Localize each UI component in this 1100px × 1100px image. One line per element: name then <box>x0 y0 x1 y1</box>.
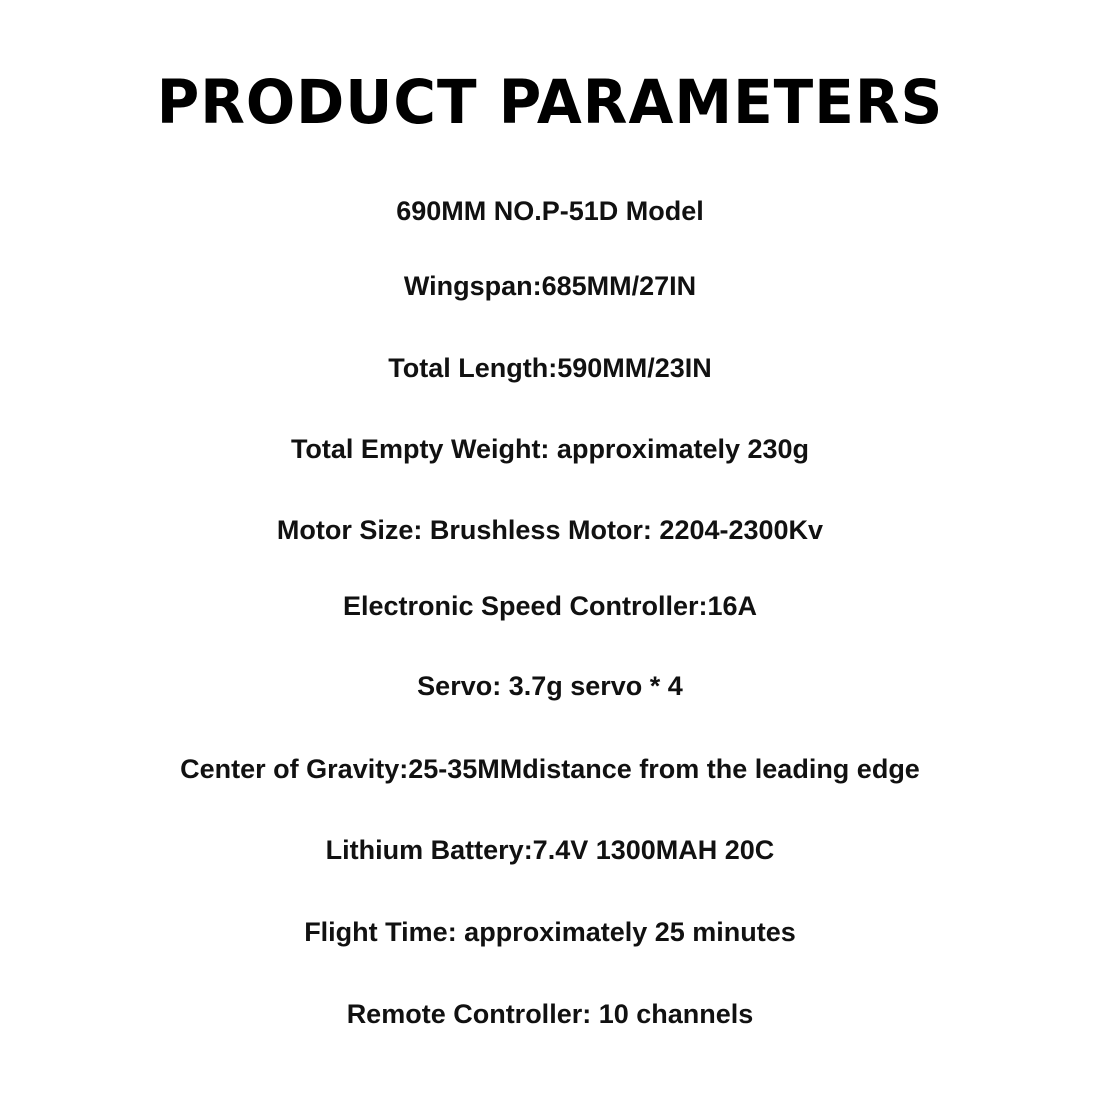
param-model: 690MM NO.P-51D Model <box>396 196 704 226</box>
param-empty-weight: Total Empty Weight: approximately 230g <box>290 434 810 464</box>
param-battery: Lithium Battery:7.4V 1300MAH 20C <box>325 835 775 865</box>
param-center-of-gravity: Center of Gravity:25-35MMdistance from the leading edge <box>180 754 920 784</box>
param-flight-time: Flight Time: approximately 25 minutes <box>304 917 796 947</box>
param-esc: Electronic Speed Controller:16A <box>342 591 758 621</box>
param-servo: Servo: 3.7g servo * 4 <box>417 671 683 701</box>
param-total-length: Total Length:590MM/23IN <box>388 353 712 383</box>
page-title: PRODUCT PARAMETERS <box>156 66 944 138</box>
param-wingspan: Wingspan:685MM/27IN <box>403 271 697 301</box>
param-motor-size: Motor Size: Brushless Motor: 2204-2300Kv <box>276 515 824 545</box>
param-remote-controller: Remote Controller: 10 channels <box>346 999 754 1029</box>
